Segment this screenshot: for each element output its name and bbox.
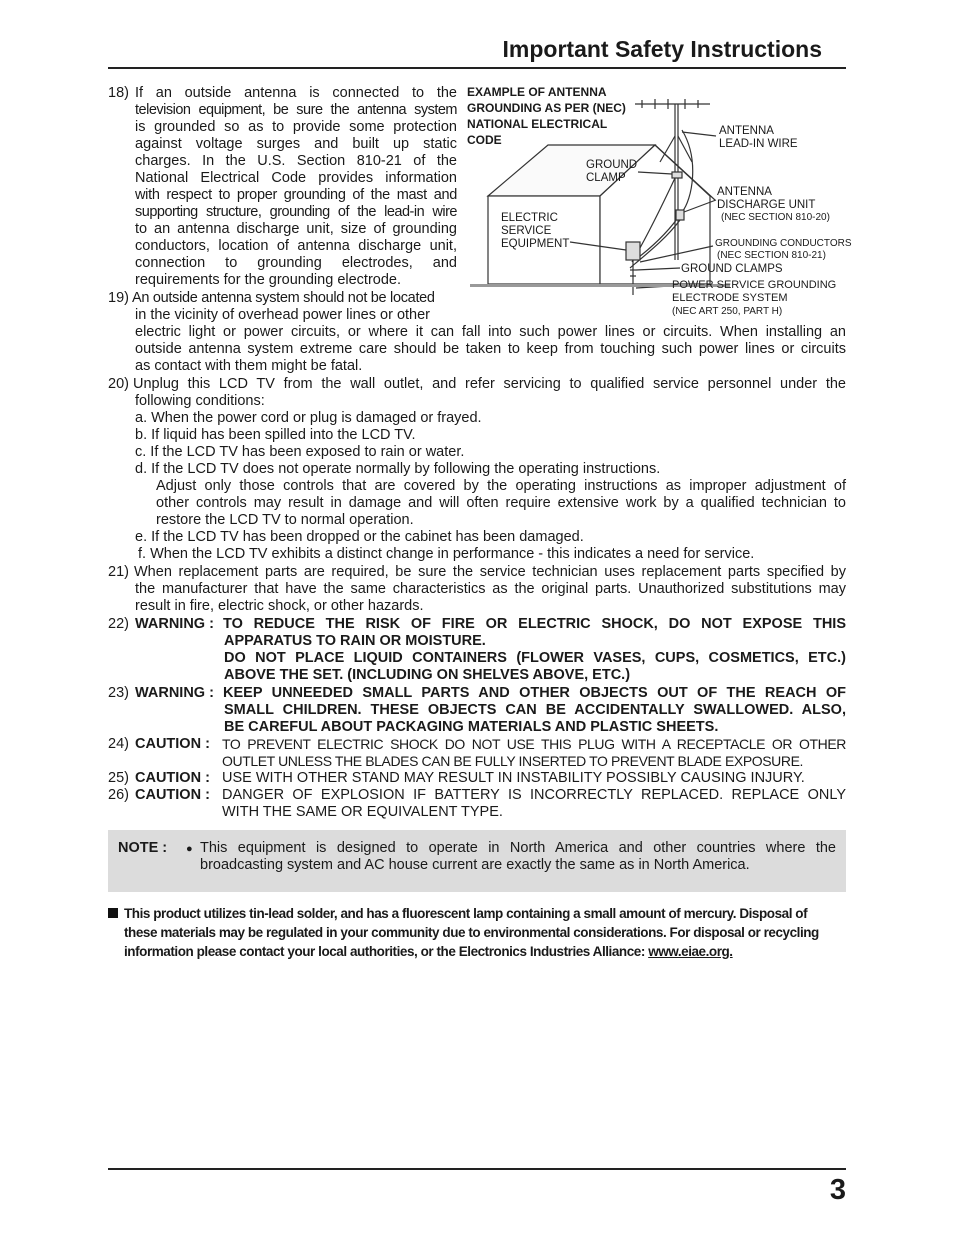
label-discharge-nec: (NEC SECTION 810-20) [721, 212, 830, 223]
label-line: LEAD-IN WIRE [719, 138, 798, 150]
item-20-sub: other controls may result in damage and will often require extensive work by a qualified technician to [156, 495, 846, 511]
item-20-sub: b. If liquid has been spilled into the LCD TV. [135, 427, 416, 443]
label-antenna-lead-in [719, 125, 798, 151]
item-19-line: electric light or power circuits, or where it can fall into such power lines or circuits. When installing an [135, 324, 846, 340]
item-22-line: DO NOT PLACE LIQUID CONTAINERS (FLOWER VASES, CUPS, COSMETICS, ETC.) [224, 650, 846, 666]
discharge-unit [676, 210, 684, 220]
item-number: 20) [108, 376, 129, 392]
item-21-line: result in fire, electric shock, or other hazards. [135, 598, 424, 614]
item-number: 24) [108, 736, 129, 752]
label-line: ANTENNA [719, 125, 774, 137]
item-number: 21) [108, 564, 129, 580]
label-electric-service [501, 212, 569, 251]
caution-label: CAUTION : [135, 770, 210, 786]
item-23-line: SMALL CHILDREN. THESE OBJECTS CAN BE ACCIDENTALLY SWALLOWED. ALSO, [224, 702, 846, 718]
label-line: SERVICE [501, 225, 552, 237]
label-grounding-conductors [715, 238, 851, 262]
label-line: POWER SERVICE GROUNDING [672, 279, 837, 291]
item-number: 19) [108, 290, 129, 306]
item-20-line: Unplug this LCD TV from the wall outlet, and refer servicing to qualified service personnel under the [133, 376, 846, 392]
figure-caption-line: NATIONAL ELECTRICAL [467, 117, 608, 131]
item-18-line: television equipment, be sure the antenna system [135, 102, 457, 118]
item-number: 25) [108, 770, 129, 786]
item-number: 18) [108, 85, 129, 101]
label-ground-clamp [586, 159, 637, 185]
caution-label: CAUTION : [135, 787, 210, 803]
warning-label: WARNING : [135, 616, 214, 632]
item-18-line: National Electrical Code provides information [135, 170, 457, 186]
item-20-sub: d. If the LCD TV does not operate normally by following the operating instructions. [135, 461, 661, 477]
label-line: DISCHARGE UNIT [717, 199, 816, 211]
page-number: 3 [829, 1174, 846, 1206]
item-20-line: following conditions: [135, 393, 265, 409]
item-20-sub: e. If the LCD TV has been dropped or the cabinet has been damaged. [135, 529, 584, 545]
header-rule [108, 67, 846, 69]
item-18-line: connection to grounding electrodes, and [135, 255, 457, 271]
item-21-line: When replacement parts are required, be sure the service technician uses replacement parts specified by [134, 564, 846, 580]
electric-service-box [626, 242, 640, 260]
item-23-line: BE CAREFUL ABOUT PACKAGING MATERIALS AND PLASTIC SHEETS. [224, 719, 719, 735]
item-18-line: requirements for the grounding electrode. [135, 272, 401, 288]
note-label: NOTE : [118, 840, 168, 856]
item-19-line: outside antenna system extreme care should be taken to keep from touching such power lines or circuits [135, 341, 846, 357]
label-line: GROUND [586, 159, 638, 171]
label-line: ELECTRIC [501, 212, 558, 224]
note-line: This equipment is designed to operate in North America and other countries where the [200, 840, 836, 856]
item-18-line: charges. In the U.S. Section 810-21 of the [135, 153, 457, 169]
figure-caption-line: CODE [467, 133, 502, 147]
item-18-line: supporting structure, grounding of the lead-in wire [135, 204, 457, 220]
footer-line-text: information please contact your local authorities, or the Electronics Industries Alliance: [124, 944, 649, 959]
square-bullet-icon [108, 908, 118, 918]
label-line: (NEC ART 250, PART H) [672, 306, 783, 317]
page-title: Important Safety Instructions [502, 36, 822, 62]
item-number: 22) [108, 616, 129, 632]
eiae-link[interactable]: www.eiae.org. [648, 944, 733, 959]
item-19-line: in the vicinity of overhead power lines or other [135, 307, 430, 323]
item-18-line: is grounded so as to provide some protection [135, 119, 457, 135]
note-line: broadcasting system and AC house current are exactly the same as in North America. [200, 857, 750, 873]
warning-label: WARNING : [135, 685, 214, 701]
footer-rule [108, 1168, 846, 1170]
item-19-line: An outside antenna system should not be located [132, 290, 435, 306]
label-discharge-unit [717, 186, 815, 212]
item-20-sub: a. When the power cord or plug is damaged or frayed. [135, 410, 482, 426]
item-22-line: APPARATUS TO RAIN OR MOISTURE. [224, 633, 486, 649]
item-20-sub: f. When the LCD TV exhibits a distinct change in performance - this indicates a need for service. [138, 546, 755, 562]
item-18-line: to an antenna discharge unit, size of grounding [135, 221, 457, 237]
item-26-line: DANGER OF EXPLOSION IF BATTERY IS INCORRECTLY REPLACED. REPLACE ONLY [222, 787, 846, 803]
item-18-line: If an outside antenna is connected to the [135, 85, 457, 101]
item-21-line: the manufacturer that have the same characteristics as the original parts. Unauthorized substitutions may [135, 581, 846, 597]
figure-caption-line: EXAMPLE OF ANTENNA [467, 85, 607, 99]
item-20-sub: Adjust only those controls that are covered by the operating instructions as improper adjustment of [156, 478, 846, 494]
footer-line: these materials may be regulated in your community due to environmental considerations. For disposal or recycling [124, 925, 819, 940]
item-24-line: OUTLET UNLESS THE BLADES CAN BE FULLY INSERTED TO PREVENT BLADE EXPOSURE. [222, 753, 804, 769]
label-line: ELECTRODE SYSTEM [672, 292, 788, 304]
bullet-icon: ● [186, 843, 193, 855]
item-20-sub: c. If the LCD TV has been exposed to rain or water. [135, 444, 465, 460]
label-line: (NEC SECTION 810-21) [717, 250, 826, 261]
item-23-line: KEEP UNNEEDED SMALL PARTS AND OTHER OBJECTS OUT OF THE REACH OF [223, 685, 846, 701]
item-22-line: TO REDUCE THE RISK OF FIRE OR ELECTRIC SHOCK, DO NOT EXPOSE THIS [223, 616, 846, 632]
footer-line [124, 942, 733, 961]
caution-label: CAUTION : [135, 736, 210, 752]
label-power-grounding [672, 279, 836, 318]
footer-line: This product utilizes tin-lead solder, and has a fluorescent lamp containing a small amount of mercury. Disposal of [124, 906, 808, 921]
item-20-sub: restore the LCD TV to normal operation. [156, 512, 414, 528]
item-26-line: WITH THE SAME OR EQUIVALENT TYPE. [222, 804, 503, 820]
item-19-line: as contact with them might be fatal. [135, 358, 363, 374]
item-number: 26) [108, 787, 129, 803]
figure-caption-line: GROUNDING AS PER (NEC) [467, 101, 626, 115]
item-24-line: TO PREVENT ELECTRIC SHOCK DO NOT USE THIS PLUG WITH A RECEPTACLE OR OTHER [222, 736, 846, 752]
label-line: GROUNDING CONDUCTORS [715, 238, 852, 249]
label-line: ANTENNA [717, 186, 772, 198]
item-18-line: conductors, location of antenna discharge unit, [135, 238, 457, 254]
label-ground-clamps: GROUND CLAMPS [681, 263, 783, 275]
item-22-line: ABOVE THE SET. (INCLUDING ON SHELVES ABOVE, ETC.) [224, 667, 631, 683]
item-number: 23) [108, 685, 129, 701]
label-line: EQUIPMENT [501, 238, 570, 250]
item-25-line: USE WITH OTHER STAND MAY RESULT IN INSTABILITY POSSIBLY CAUSING INJURY. [222, 770, 805, 786]
label-line: CLAMP [586, 172, 626, 184]
item-18-line: against voltage surges and built up static [135, 136, 457, 152]
item-18-line: with respect to proper grounding of the mast and [135, 187, 457, 203]
